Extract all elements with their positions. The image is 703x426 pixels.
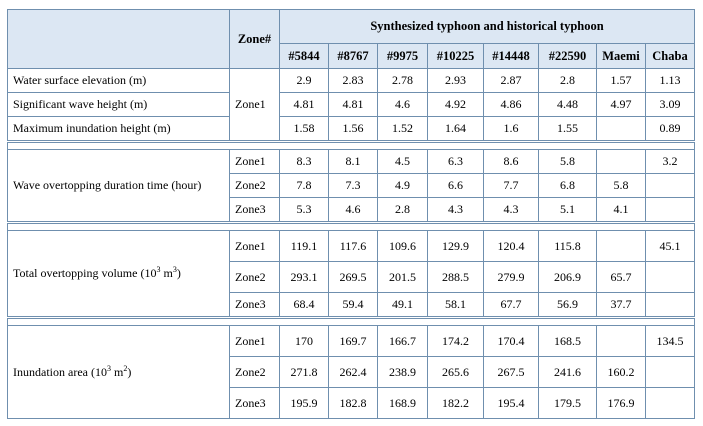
- value-cell: [597, 150, 646, 174]
- zone-cell: Zone2: [230, 357, 280, 388]
- value-cell: 160.2: [597, 357, 646, 388]
- zone-cell: Zone3: [230, 198, 280, 223]
- zone-cell: Zone1: [230, 231, 280, 262]
- value-cell: 179.5: [539, 388, 597, 419]
- value-cell: [646, 174, 695, 198]
- header-typhoon: #10225: [428, 44, 484, 69]
- value-cell: 4.92: [428, 93, 484, 117]
- value-cell: 288.5: [428, 262, 484, 293]
- value-cell: [646, 198, 695, 223]
- value-cell: 182.8: [329, 388, 378, 419]
- zone-cell: Zone1: [230, 69, 280, 142]
- section-divider: [8, 223, 695, 231]
- value-cell: 1.57: [597, 69, 646, 93]
- value-cell: 4.6: [378, 93, 428, 117]
- header-typhoon: Maemi: [597, 44, 646, 69]
- header-typhoon: #9975: [378, 44, 428, 69]
- value-cell: 201.5: [378, 262, 428, 293]
- row-label: Total overtopping volume ($10^3$ $m^3$): [8, 231, 230, 318]
- value-cell: 241.6: [539, 357, 597, 388]
- zone-cell: Zone2: [230, 174, 280, 198]
- header-typhoon: #14448: [484, 44, 539, 69]
- row-label: Inundation area ($10^3$ $m^2$): [8, 326, 230, 419]
- table-row: [8, 69, 695, 93]
- value-cell: 119.1: [280, 231, 329, 262]
- value-cell: 45.1: [646, 231, 695, 262]
- value-cell: [646, 293, 695, 318]
- value-cell: 5.8: [539, 150, 597, 174]
- value-cell: 7.3: [329, 174, 378, 198]
- value-cell: 267.5: [484, 357, 539, 388]
- header-blank-cell: [8, 10, 230, 69]
- value-cell: 4.86: [484, 93, 539, 117]
- value-cell: 170.4: [484, 326, 539, 357]
- value-cell: 4.81: [280, 93, 329, 117]
- table-row: [8, 326, 695, 357]
- value-cell: 176.9: [597, 388, 646, 419]
- header-row-top: [8, 10, 695, 44]
- value-cell: 134.5: [646, 326, 695, 357]
- value-cell: 4.9: [378, 174, 428, 198]
- value-cell: 1.13: [646, 69, 695, 93]
- header-typhoon: #8767: [329, 44, 378, 69]
- value-cell: 5.8: [597, 174, 646, 198]
- value-cell: 6.6: [428, 174, 484, 198]
- value-cell: 37.7: [597, 293, 646, 318]
- value-cell: 8.1: [329, 150, 378, 174]
- value-cell: 6.3: [428, 150, 484, 174]
- value-cell: 265.6: [428, 357, 484, 388]
- value-cell: 271.8: [280, 357, 329, 388]
- value-cell: 4.3: [484, 198, 539, 223]
- value-cell: 1.55: [539, 117, 597, 142]
- value-cell: 174.2: [428, 326, 484, 357]
- value-cell: 2.78: [378, 69, 428, 93]
- value-cell: 0.89: [646, 117, 695, 142]
- value-cell: 4.5: [378, 150, 428, 174]
- value-cell: 59.4: [329, 293, 378, 318]
- header-typhoon: #5844: [280, 44, 329, 69]
- value-cell: 6.8: [539, 174, 597, 198]
- row-label: Maximum inundation height (m): [8, 117, 230, 142]
- value-cell: 4.3: [428, 198, 484, 223]
- value-cell: 1.64: [428, 117, 484, 142]
- value-cell: 2.93: [428, 69, 484, 93]
- value-cell: 2.8: [539, 69, 597, 93]
- value-cell: 4.97: [597, 93, 646, 117]
- table-row: [8, 231, 695, 262]
- value-cell: 2.83: [329, 69, 378, 93]
- row-label: Water surface elevation (m): [8, 69, 230, 93]
- value-cell: 49.1: [378, 293, 428, 318]
- value-cell: 115.8: [539, 231, 597, 262]
- value-cell: 68.4: [280, 293, 329, 318]
- header-typhoon: #22590: [539, 44, 597, 69]
- value-cell: 117.6: [329, 231, 378, 262]
- value-cell: 5.3: [280, 198, 329, 223]
- value-cell: 1.52: [378, 117, 428, 142]
- value-cell: 293.1: [280, 262, 329, 293]
- value-cell: [597, 117, 646, 142]
- value-cell: 56.9: [539, 293, 597, 318]
- value-cell: [597, 326, 646, 357]
- value-cell: 182.2: [428, 388, 484, 419]
- value-cell: 8.6: [484, 150, 539, 174]
- value-cell: 8.3: [280, 150, 329, 174]
- value-cell: 7.7: [484, 174, 539, 198]
- value-cell: [597, 231, 646, 262]
- value-cell: 262.4: [329, 357, 378, 388]
- value-cell: [646, 388, 695, 419]
- table-row: [8, 93, 695, 117]
- value-cell: 1.6: [484, 117, 539, 142]
- zone-cell: Zone1: [230, 326, 280, 357]
- value-cell: 129.9: [428, 231, 484, 262]
- value-cell: 168.9: [378, 388, 428, 419]
- value-cell: 238.9: [378, 357, 428, 388]
- value-cell: 206.9: [539, 262, 597, 293]
- value-cell: 170: [280, 326, 329, 357]
- zone-cell: Zone2: [230, 262, 280, 293]
- value-cell: 2.9: [280, 69, 329, 93]
- value-cell: 7.8: [280, 174, 329, 198]
- row-label: Significant wave height (m): [8, 93, 230, 117]
- table-row: [8, 150, 695, 174]
- section-divider: [8, 318, 695, 326]
- header-zone: Zone#: [230, 10, 280, 69]
- value-cell: 4.1: [597, 198, 646, 223]
- zone-cell: Zone3: [230, 388, 280, 419]
- value-cell: 1.58: [280, 117, 329, 142]
- value-cell: 4.6: [329, 198, 378, 223]
- typhoon-results-table: [7, 9, 695, 419]
- value-cell: 2.87: [484, 69, 539, 93]
- value-cell: 58.1: [428, 293, 484, 318]
- zone-cell: Zone1: [230, 150, 280, 174]
- value-cell: 65.7: [597, 262, 646, 293]
- header-group-title: Synthesized typhoon and historical typhoon: [280, 10, 695, 44]
- value-cell: 269.5: [329, 262, 378, 293]
- value-cell: 2.8: [378, 198, 428, 223]
- value-cell: [646, 262, 695, 293]
- value-cell: 1.56: [329, 117, 378, 142]
- value-cell: 4.81: [329, 93, 378, 117]
- value-cell: 169.7: [329, 326, 378, 357]
- header-typhoon: Chaba: [646, 44, 695, 69]
- value-cell: 195.9: [280, 388, 329, 419]
- value-cell: 67.7: [484, 293, 539, 318]
- row-label: Wave overtopping duration time (hour): [8, 150, 230, 223]
- value-cell: 168.5: [539, 326, 597, 357]
- zone-cell: Zone3: [230, 293, 280, 318]
- value-cell: 5.1: [539, 198, 597, 223]
- value-cell: 195.4: [484, 388, 539, 419]
- value-cell: 279.9: [484, 262, 539, 293]
- value-cell: 166.7: [378, 326, 428, 357]
- value-cell: 109.6: [378, 231, 428, 262]
- value-cell: 120.4: [484, 231, 539, 262]
- table-row: [8, 117, 695, 142]
- value-cell: [646, 357, 695, 388]
- value-cell: 4.48: [539, 93, 597, 117]
- value-cell: 3.2: [646, 150, 695, 174]
- section-divider: [8, 142, 695, 150]
- value-cell: 3.09: [646, 93, 695, 117]
